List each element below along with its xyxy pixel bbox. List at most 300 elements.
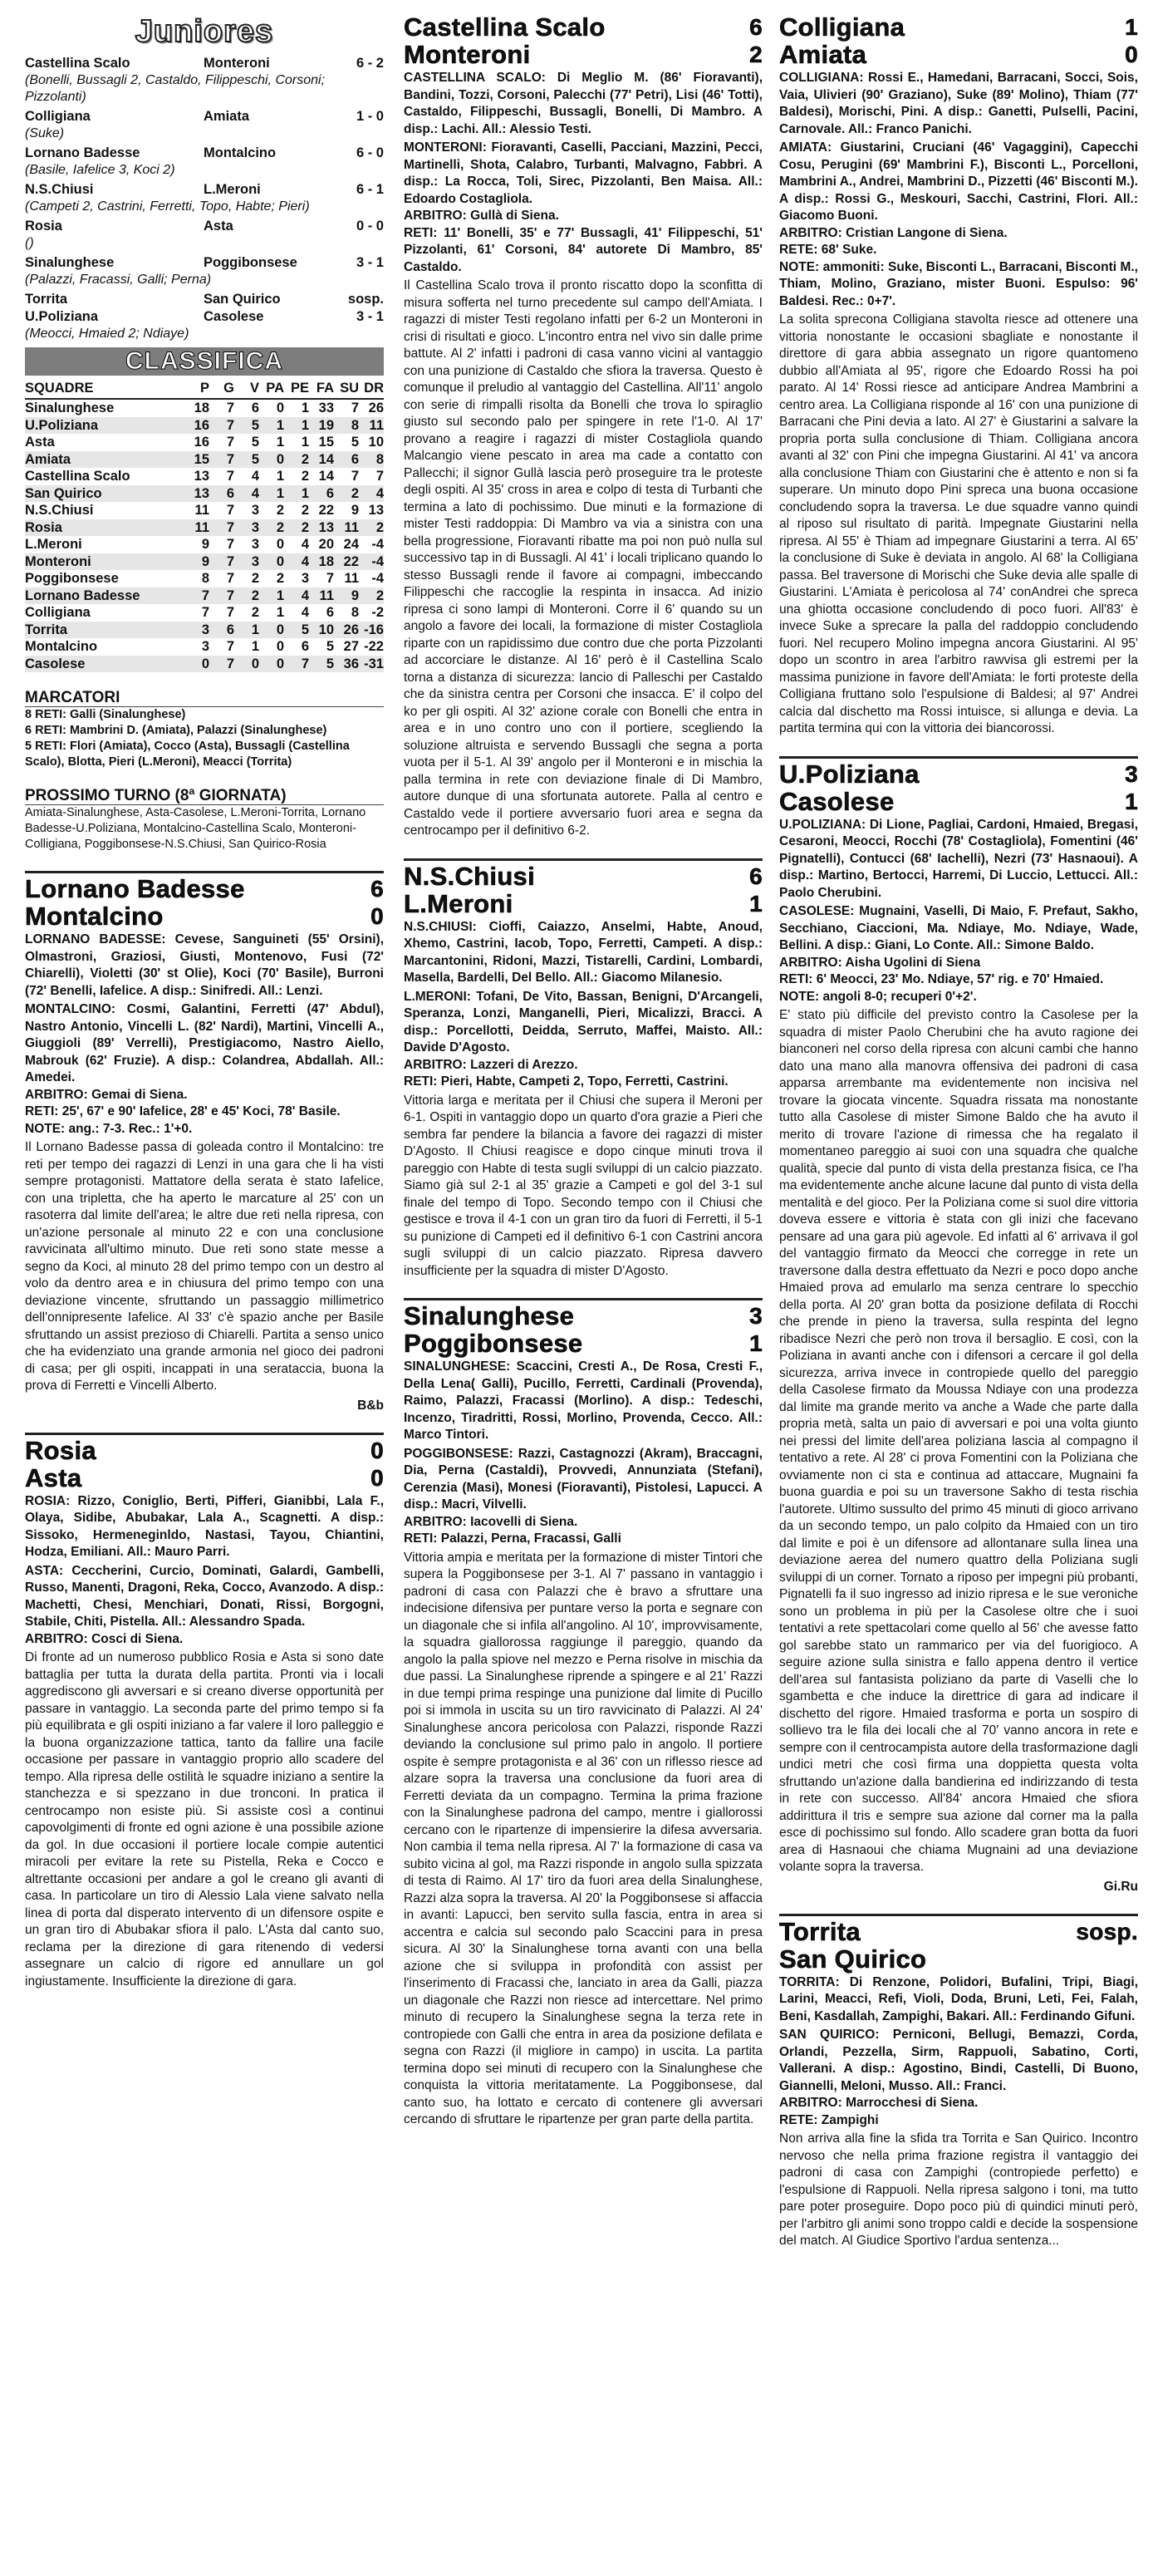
- stat-cell: 5: [284, 622, 309, 639]
- stat-cell: 8: [201, 571, 209, 586]
- stat-cell: 0: [184, 656, 209, 673]
- match-report: [779, 13, 1138, 738]
- stat-cell: 7: [226, 639, 234, 654]
- stat-cell: 4: [234, 485, 259, 503]
- result-item: [25, 145, 384, 179]
- team-name: Amiata: [25, 451, 184, 469]
- scorers-line: 5 RETI: Flori (Amiata), Cocco (Asta), Bussagli (Castellina Scalo), Blotta, Pieri (L.Meroni), Meacci (Torrita): [25, 740, 350, 769]
- home-team: N.S.Chiusi: [404, 861, 536, 891]
- stat-cell: 2: [359, 587, 384, 605]
- stat-cell: 36: [334, 656, 359, 673]
- stat-cell: 0: [259, 553, 284, 571]
- lineup: TORRITA: Di Renzone, Polidori, Bufalini, Tripi, Biagi, Larini, Meacci, Refi, Violi, Doda, Bruni, Leti, Fei, Falah, Beni, Kasdallah, Zampighi, Bakari. All.: Ferdinando Gifuni.: [779, 1974, 1138, 2023]
- stat-cell: 7: [184, 587, 209, 605]
- stat-cell: 9: [201, 537, 209, 552]
- score: 6 - 1: [356, 182, 384, 197]
- lineup: LORNANO BADESSE: Cevese, Sanguineti (55' Orsini), Olmastroni, Graziosi, Giusti, Montenovo, Fusi (72' Chiarelli), Violetti (30' st Olie), Koci (70' Basile), Burroni (72' Benelli, Iafelice. A disp.: Sinifredi. All.: Lenzi.: [25, 932, 384, 998]
- match-report: [404, 13, 763, 840]
- stat-cell: 1: [284, 417, 309, 435]
- stat-cell: 26: [334, 622, 359, 639]
- scorers: (): [25, 236, 34, 250]
- report-text: Vittoria larga e meritata per il Chiusi che supera il Meroni per 6-1. Ospiti in vantaggio dopo un quarto d'ora grazie a Pieri che sembra far pendere la bilancia a favore dei ragazzi di mister D'Agosto. Il Chiusi reagisce e dopo cinque minuti trova il pareggio con Habte di testa sugli sviluppi di un calcio piazzato. Siamo già sul 2-1 al 35' grazie a Campeti e gol del 3-1 sul finale del tempo di Topo. Secondo tempo con il Chiusi che gestisce e trova il 4-1 con un gran tiro da fuori di Ferretti, il 5-1 su punizione di Campeti ed il definitivo 6-1 con Castrini ancora sugli sviluppi di un calcio piazzato. Ripresa davvero insufficiente per la squadra di mister D'Agosto.: [404, 1093, 763, 1278]
- team-name: Monteroni: [25, 553, 184, 571]
- away-score: 2: [749, 42, 763, 67]
- result-item: [25, 254, 384, 288]
- match-report: [779, 756, 1138, 1895]
- scorers-title: MARCATORI: [25, 689, 384, 707]
- score: 3 - 1: [356, 309, 384, 324]
- stat-cell: 13: [309, 519, 334, 537]
- goals: RETI: Palazzi, Perna, Fracassi, Galli: [404, 1531, 621, 1546]
- stat-cell: 11: [344, 571, 359, 586]
- lineup: CASOLESE: Mugnaini, Vaselli, Di Maio, F. Prefaut, Sakho, Secchiano, Ciaccioni, Ma. Ndiaye, Mo. Ndiaye, Wade, Bellini. A disp.: Giani, Lo Conte. All.: Simone Baldo.: [779, 904, 1138, 952]
- lineup: SINALUNGHESE: Scaccini, Cresti A., De Rosa, Cresti F., Della Lena( Galli), Pucillo, Ferretti, Cardinali (Provenda), Raimo, Palazzi, Fracassi (Morlino). A disp.: Tedeschi, Incenzo, Tiradritti, Rossi, Morlino, Provenda, Cecco. All.: Marco Tintori.: [404, 1359, 763, 1442]
- stat-cell: 0: [234, 656, 259, 673]
- stat-cell: 3: [184, 622, 209, 639]
- stat-cell: 26: [368, 401, 384, 415]
- away-team: Casolese: [779, 786, 895, 816]
- stat-cell: 0: [276, 537, 284, 552]
- match-report: [404, 858, 763, 1281]
- stat-cell: 18: [194, 401, 209, 415]
- stat-cell: 16: [194, 435, 209, 450]
- team-name: Lornano Badesse: [25, 587, 184, 605]
- score: 0 - 0: [356, 219, 384, 234]
- stat-cell: 14: [309, 451, 334, 469]
- stat-cell: 11: [359, 417, 384, 435]
- away-score: 1: [749, 1330, 763, 1356]
- lineup: AMIATA: Giustarini, Cruciani (46' Vagaggini), Capecchi Cosu, Perugini (69' Mambrini F.), Bisconti L., Porcelloni, Mambrini A., Andrei, Mambrini D., Pizzetti (46' Bisconti M.). A disp.: Rossi G., Meskouri, Sacchi, Castrini, Flori. All.: Giacomo Buoni.: [779, 140, 1138, 223]
- standings-row: [25, 570, 384, 587]
- notes: NOTE: angoli 8-0; recuperi 0'+2'.: [779, 989, 977, 1004]
- stat-cell: 4: [251, 469, 259, 484]
- stat-cell: -22: [364, 639, 384, 654]
- home-team: Colligiana: [779, 12, 905, 42]
- scorers: (Bonelli, Bussagli 2, Castaldo, Filippeschi, Corsoni; Pizzolanti): [25, 73, 326, 104]
- lineup: L.MERONI: Tofani, De Vito, Bassan, Benigni, D'Arcangeli, Speranza, Lonzi, Manganelli, Pieri, Micalizzi, Bracci. A disp.: Porcellotti, Deidda, Serruto, Maffei, Maisto. All.: Davide D'Agosto.: [404, 989, 763, 1054]
- scorers: (Meocci, Hmaied 2; Ndiaye): [25, 327, 189, 341]
- stat-cell: 6: [326, 605, 334, 620]
- home-team: N.S.Chiusi: [25, 182, 94, 197]
- match-report: [404, 1298, 763, 2129]
- goals: RETI: 25', 67' e 90' Iafelice, 28' e 45' Koci, 78' Basile.: [25, 1104, 341, 1118]
- col-header: PE: [284, 379, 309, 399]
- stat-cell: 8: [351, 605, 359, 620]
- home-score: 3: [1125, 760, 1138, 787]
- stat-cell: 0: [276, 639, 284, 654]
- home-team: Sinalunghese: [25, 255, 115, 270]
- stat-cell: 4: [301, 605, 309, 620]
- away-score: 0: [370, 903, 384, 929]
- stat-cell: 7: [209, 656, 234, 673]
- stat-cell: 7: [226, 469, 234, 484]
- stat-cell: 5: [309, 656, 334, 673]
- col-header: FA: [309, 379, 334, 399]
- team-name: Rosia: [25, 519, 184, 537]
- stat-cell: 6: [209, 622, 234, 639]
- scorers: (Campeti 2, Castrini, Ferretti, Topo, Habte; Pieri): [25, 199, 310, 214]
- standings-row: [25, 417, 384, 435]
- away-team: Montalcino: [204, 145, 277, 160]
- result-item: [25, 291, 384, 308]
- score: 6 - 2: [356, 56, 384, 71]
- goals: RETI: 11' Bonelli, 35' e 77' Bussagli, 41' Filippeschi, 51' Pizzolanti, 61' Corsoni, 84' autorete Di Mambro, 85' Castaldo.: [404, 225, 763, 274]
- referee: ARBITRO: Lazzeri di Arezzo.: [404, 1057, 578, 1072]
- referee: ARBITRO: Gemai di Siena.: [25, 1087, 188, 1102]
- referee: ARBITRO: Marrocchesi di Siena.: [779, 2096, 979, 2110]
- home-team: Torrita: [779, 1916, 861, 1946]
- home-team: Rosia: [25, 219, 62, 234]
- team-name: Colligiana: [25, 605, 91, 620]
- section-title-juniores: Juniores: [101, 13, 307, 50]
- stat-cell: 3: [234, 519, 259, 537]
- result-item: [25, 308, 384, 342]
- standings-row: [25, 502, 384, 519]
- stat-cell: 6: [334, 451, 359, 469]
- stat-cell: 7: [226, 435, 234, 450]
- stat-cell: 7: [209, 417, 234, 435]
- stat-cell: 5: [351, 435, 359, 450]
- section-title-classifica: CLASSIFICA: [25, 347, 384, 376]
- stat-cell: 7: [326, 571, 334, 586]
- home-score: 6: [749, 14, 763, 40]
- stat-cell: 2: [284, 451, 309, 469]
- scorers-line: 6 RETI: Mambrini D. (Amiata), Palazzi (Sinalunghese): [25, 724, 327, 737]
- team-name: Castellina Scalo: [25, 469, 130, 484]
- next-round-text: Amiata-Sinalunghese, Asta-Casolese, L.Meroni-Torrita, Lornano Badesse-U.Poliziana, Montalcino-Castellina Scalo, Monteroni-Colligiana, Poggibonsese-N.S.Chiusi, San Quirico-Rosia: [25, 806, 366, 851]
- notes: NOTE: ang.: 7-3. Rec.: 1'+0.: [25, 1121, 193, 1136]
- stat-cell: 7: [226, 571, 234, 586]
- stat-cell: 1: [284, 485, 309, 503]
- score: 6 - 0: [356, 145, 384, 160]
- away-team: Asta: [204, 219, 233, 234]
- stat-cell: 19: [309, 417, 334, 435]
- stat-cell: 3: [234, 553, 259, 571]
- stat-cell: 6: [251, 401, 259, 415]
- stat-cell: 22: [334, 553, 359, 571]
- stat-cell: 16: [184, 417, 209, 435]
- stat-cell: 1: [301, 401, 309, 415]
- stat-cell: 7: [226, 503, 234, 518]
- stat-cell: 2: [334, 485, 359, 503]
- away-score: 1: [1125, 788, 1138, 814]
- home-team: Castellina Scalo: [404, 12, 606, 42]
- home-team: U.Poliziana: [25, 309, 99, 324]
- stat-cell: 11: [194, 503, 209, 518]
- standings-row: [25, 451, 384, 469]
- match-report: [779, 1914, 1138, 2250]
- stat-cell: 5: [234, 451, 259, 469]
- stat-cell: 1: [301, 435, 309, 450]
- next-round-title: PROSSIMO TURNO (8ª GIORNATA): [25, 787, 384, 805]
- stat-cell: 14: [318, 469, 334, 484]
- stat-cell: 2: [234, 587, 259, 605]
- stat-cell: -2: [371, 605, 384, 620]
- stat-cell: 7: [209, 451, 234, 469]
- standings-row: [25, 536, 384, 553]
- stat-cell: 1: [276, 605, 284, 620]
- stat-cell: 11: [309, 587, 334, 605]
- stat-cell: 7: [201, 605, 209, 620]
- stat-cell: 13: [194, 469, 209, 484]
- away-team: L.Meroni: [204, 182, 261, 197]
- scorers: (Palazzi, Fracassi, Galli; Perna): [25, 273, 212, 287]
- home-team: U.Poliziana: [779, 759, 920, 789]
- column-2: [404, 13, 763, 2129]
- stat-cell: 2: [301, 503, 309, 518]
- stat-cell: 9: [334, 587, 359, 605]
- away-score: 1: [749, 890, 763, 917]
- team-name: Casolese: [25, 656, 184, 673]
- stat-cell: 13: [184, 485, 209, 503]
- stat-cell: -4: [371, 571, 384, 586]
- standings-row: [25, 468, 384, 485]
- lineup: COLLIGIANA: Rossi E., Hamedani, Barracani, Socci, Sois, Vaia, Ulivieri (90' Graziano), Suke (89' Molino), Thiam (77' Baldesi), Morischi, Pini. A disp.: Ganetti, Pulselli, Pacini, Carnovale. All.: Franco Panichi.: [779, 71, 1138, 136]
- result-item: [25, 108, 384, 142]
- stat-cell: 7: [209, 587, 234, 605]
- scorers-line: 8 RETI: Galli (Sinalunghese): [25, 708, 186, 721]
- referee: ARBITRO: Iacovelli di Siena.: [404, 1514, 578, 1529]
- standings-row: [25, 622, 384, 639]
- stat-cell: 13: [368, 503, 384, 518]
- stat-cell: 6: [309, 485, 334, 503]
- stat-cell: 2: [284, 519, 309, 537]
- report-text: Il Lornano Badesse passa di goleada contro il Montalcino: tre reti per tempo dei ragazzi di Lenzi in una gara che li ha visti sempre protagonisti. Mattatore della serata è stato Iafelice, con una tripletta, che ha aperto le marcature al 25' con un rasoterra dal limite dell'area; le altre due reti nella ripresa, con un'azione personale al minuto 22 e con una conclusione ravvicinata all'ultimo minuto. Due reti sono state messe a segno da Koci, al minuto 28 del primo tempo con un destro al volo da dentro area e in chiusura del primo tempo con una deviazione vincente, sfruttando un passaggio millimetrico dell'onnipresente Iafelice. Al 33' c'è spazio anche per Basile sfruttando un assist prezioso di Chiarelli. Partita a senso unico che ha evidenziato una grande armonia nel gioco dei padroni di casa; per gli ospiti, incappati in una serataccia, buona la prova di Ferretti e Vincelli Alberto.: [25, 1140, 384, 1393]
- standings-row: [25, 587, 384, 605]
- stat-cell: 2: [251, 605, 259, 620]
- team-name: N.S.Chiusi: [25, 503, 94, 518]
- home-team: Lornano Badesse: [25, 145, 140, 160]
- away-team: San Quirico: [204, 292, 281, 307]
- stat-cell: 8: [334, 417, 359, 435]
- stat-cell: 7: [226, 605, 234, 620]
- stat-cell: 5: [326, 639, 334, 654]
- home-team: Sinalunghese: [404, 1301, 575, 1330]
- stat-cell: 4: [359, 485, 384, 503]
- lineup: MONTERONI: Fioravanti, Caselli, Pacciani, Mazzini, Pecci, Martinelli, Shota, Calabro, Turbanti, Malvagno, Fabbri. A disp.: La Rocca, Toli, Sirec, Pizzolanti, Ben Maisa. All.: Edoardo Costagliola.: [404, 140, 763, 206]
- result-item: [25, 55, 384, 106]
- stat-cell: 15: [318, 435, 334, 450]
- away-team: Amiata: [204, 109, 250, 124]
- lineup: ASTA: Ceccherini, Curcio, Dominati, Galardi, Gambelli, Russo, Manenti, Dragoni, Reka, Cocco, Avanzodo. A disp.: Machetti, Chesi, Menchiari, Donati, Rissi, Borgogni, Stabile, Chiti, Pistella. All.: Alessandro Spada.: [25, 1563, 384, 1629]
- stat-cell: 18: [309, 553, 334, 571]
- stat-cell: 6: [301, 639, 309, 654]
- home-team: Castellina Scalo: [25, 56, 130, 71]
- lineup: MONTALCINO: Cosmi, Galantini, Ferretti (47' Abdul), Nastro Antonio, Vincelli L. (82' Nardi), Martini, Vincelli A., Giuggioli (89' Verrelli), Prestigiacomo, Nastro Aiello, Mabrouk (62' Fruzie). A disp.: Colandrea, Abdallah. All.: Amedei.: [25, 1002, 384, 1084]
- col-header: SU: [334, 379, 359, 399]
- team-name: Montalcino: [25, 639, 98, 654]
- stat-cell: 1: [259, 485, 284, 503]
- stat-cell: 4: [301, 537, 309, 552]
- referee: ARBITRO: Aisha Ugolini di Siena: [779, 955, 981, 970]
- standings-row: [25, 656, 384, 673]
- col-header: SQUADRE: [25, 379, 184, 399]
- stat-cell: 2: [276, 571, 284, 586]
- stat-cell: 11: [334, 519, 359, 537]
- stat-cell: 24: [343, 537, 359, 552]
- stat-cell: 7: [209, 519, 234, 537]
- stat-cell: 2: [259, 519, 284, 537]
- stat-cell: 7: [375, 469, 384, 484]
- stat-cell: 0: [259, 622, 284, 639]
- report-text: E' stato più difficile del previsto contro la Casolese per la squadra di mister Paolo Cherubini che ha avuto ragione dei bianconeri nel corso della ripresa con alcuni cambi che hanno dato una mano alla manovra offensiva dei padroni di casa apparsa arrembante ma evidentemente non incisiva nel trovare la giocata vincente. Squadra rissata ma nonostante tutto alla Casolese di mister Simone Baldo che ha avuto il merito di trovare l'azione di rimessa che ha regalato il momentaneo pareggio ai suoi con una squadra che qualche qualità, specie dal punto di vista della prestanza fisica, ce l'ha ma evidentemente anche alcune lacune dal punto di vista della mentalità e del gioco. Per la Poliziana come si suol dire vittoria doveva essere e vittoria è stata con gli inizi che facevano pensare ad una gara più agevole. Ed infatti al 6' arrivava il gol del vantaggio firmato da Meocci che corregge in rete un traversone dalla destra effettuato da Nezri e poco dopo anche Hmaied prova ad emularlo ma senza centrare lo specchio della porta. Al 20' gran botta da posizione defilata di Rocchi che prende in pieno la traversa, sulla respinta del legno ribadisce Nezri che però non trova il bersaglio. E così, con la Poliziana in avanti anche con i difensori a cercare il gol della sicurezza, arriva invece in contropiede quello del pareggio della Casolese firmato da Moussa Ndiaye con una prodezza dal limite ma grande merito va anche a Wade che parte dalla propria metà, salta un paio di avversari e poi una volta giunto nei pressi del limite dell'area poliziana lascia al compagno il tentativo a rete. Al 28' ci prova Fomentini con la Poliziana che ovviamente non ci sta e continua ad attaccare, Mugnaini fa buona guardia e poi su un traversone Sakho di testa rischia l'autorete. Ultimo sussulto del primo 45 minuti di gioco arrivano da un secondo tempo, un palo colpito da Hmaied con un tiro dal limite e poi è un difensore ad allontanare sulla linea una deviazione aerea del numero quattro della Poliziana sugli sviluppi di un corner. Tornato a riposo per impegni più probanti, Pignatelli fa il suo ingresso ad inizio ripresa e le sue veroniche sono un problema in più per la Casolese oltre che i suoi tentativi a rete spettacolari come quello al 56' che avesse fatto gol sarebbe stato un rammarico per via del fuorigioco. A seguire azione sulla sinistra e fallo appena dentro il vertice dell'area sul fantasista poliziano da parte di Vaselli che lo sgambetta e che induce la direttrice di gara ad indicare il dischetto del rigore. Hmaied trasforma e porta un sospiro di sollievo tra le fila dei locali che al 70' vanno ancora in rete e sempre con il centrocampista autore della trasformazione dagli undici metri che così firma una doppietta questa volta sfruttando un'azione dalla bandierina ed indirizzando di testa in rete con successo. All'84' ancora Hmaied che sfiora addirittura il tris e sempre sua azione dal corner ma la palla esce di pochissimo sul fondo. Allo scadere gran botta da fuori area di Hasnaoui che chiama Mugnaini ad una deviazione volante sopra la traversa.: [779, 1008, 1138, 1874]
- stat-cell: 3: [251, 503, 259, 518]
- standings-row: [25, 553, 384, 571]
- stat-cell: -4: [359, 553, 384, 571]
- away-score: 0: [1125, 42, 1138, 67]
- report-text: La solita sprecona Colligiana stavolta riesce ad ottenere una vittoria nonostante le occasioni sbagliate e nonostante il direttore di gara abbia assegnato un rigore quantomeno dubbio all'Amiata al 95', rigore che Edoardo Rossi ha poi parato. Al 14' Rossi riesce ad anticipare Andrea Mambrini a centro area. La Colligiana risponde al 16' con una punizione di Barracani che Pini devia a lato. Al 27' è Giustarini a salvare la propria porta sulla conclusione di Thiam. Colligiana ancora avanti al 32' con Pini che impegna Giustarini. Al 41' va ancora alla conclusione Thiam con Giustarini che è attento e non si fa superare. Un minuto dopo Pini spreca una buona occasione concludendo sopra la traversa. Le due squadre vanno quindi al riposo sul risultato di parità. Impegnate Giustarini nella ripresa. Al 55' è Thiam ad impegnare Giustarini a terra. Al 65' la conclusione di Suke è deviata in angolo. Al 68' la Colligiana passa. Bel traversone di Morischi che Suke devia alle spalle di Giustarini. L'Amiata è pericolosa al 74' conAndrei che spreca una ghiotta occasione concludendo di poco fuori. All'83' è invece Suke a sprecare la palla del raddoppio concludendo fuori. Nel recupero Molino impegna ancora Giustarini. Al 95' dopo un scontro in area l'arbitro rawvisa gli estremi per la massima punizione in favore dell'Amiata: le forti proteste della Colligiana fruttano solo l'espulsione di Baldesi; al 97' Andrei calcia dal dischetto ma Rossi intuisce, si allunga e devia. La partita termina qui con la vittoria dei biancorossi.: [779, 312, 1138, 735]
- notes: NOTE: ammoniti: Suke, Bisconti L., Barracani, Bisconti M., Thiam, Molino, Graziano, mister Buoni. Espulso: 96' Baldesi. Rec.: 0+7'.: [779, 259, 1138, 308]
- home-score: 6: [749, 863, 763, 889]
- stat-cell: 10: [368, 435, 384, 450]
- results-list: [25, 55, 384, 342]
- away-score: 0: [370, 1464, 384, 1491]
- home-score: 6: [370, 876, 384, 902]
- score: 3 - 1: [356, 255, 384, 270]
- away-team: Monteroni: [404, 40, 531, 69]
- standings-row: [25, 434, 384, 451]
- lineup: SAN QUIRICO: Perniconi, Bellugi, Bemazzi, Corda, Orlandi, Pezzella, Sirm, Rappuoli, Sabatino, Corti, Vallerani. A disp.: Agostino, Bindi, Castelli, Di Buono, Giannelli, Meloni, Musso. All.: Franci.: [779, 2028, 1138, 2093]
- col-header: V: [234, 379, 259, 399]
- home-score: 3: [749, 1303, 763, 1329]
- stat-cell: 7: [284, 656, 309, 673]
- team-name: Poggibonsese: [25, 571, 119, 586]
- stat-cell: 27: [343, 639, 359, 654]
- stat-cell: 9: [184, 553, 209, 571]
- stat-cell: 1: [276, 469, 284, 484]
- home-team: Colligiana: [25, 109, 91, 124]
- scorers: (Suke): [25, 126, 65, 140]
- standings-row: [25, 604, 384, 622]
- away-team: Amiata: [779, 40, 867, 69]
- home-team: Torrita: [25, 292, 68, 307]
- stat-cell: 4: [284, 553, 309, 571]
- report-text: Non arriva alla fine la sfida tra Torrita e San Quirico. Incontro nervoso che nella prima frazione registra il vantaggio dei padroni di casa con Zampighi (contropiede perfetto) e l'espulsione di Rappuoli. Nella ripresa salgono i toni, ma tutto pare poter proseguire. Dopo poco più di quindici minuti però, per l'arbitro gli animi sono troppo caldi e decide la sospensione del match. Al Giudice Sportivo l'ardua sentenza...: [779, 2131, 1138, 2248]
- score: sosp.: [347, 292, 384, 307]
- stat-cell: 33: [318, 401, 334, 415]
- report-text: Vittoria ampia e meritata per la formazione di mister Tintori che supera la Poggibonsese per 3-1. Al 7' passano in vantaggio i padroni di casa con Palazzi che è bravo a sfruttare una indecisione difensiva per puntare verso la porta e segnare con un diagonale che si infila all'angolino. Al 10', improvvisamente, la squadra giallorossa raggiunge il pareggio, quando da angolo la palla spiove nel mezzo e Perna risolve in mischia da due passi. La Sinalunghese riprende a spingere e al 21' Razzi in due tempi prima respinge una punizione dal limite di Pucillo poi si immola in uscita su un tiro ravvicinato di Palazzi. Al 24' Sinalunghese ancora pericolosa con Palazzi, risponde Razzi deviando la conclusione sul primo palo in angolo. Il portiere ospite è sempre protagonista e al 36' con un riflesso riesce ad alzare sopra la traversa una conclusione da fuori area di Ferretti deviata da un compagno. Termina la prima frazione con la Sinalunghese padrona del campo, mentre i giallorossi cercano con le ripartenze di impensierire la difesa avversaria. Non cambia il tema nella ripresa. Al 7' la formazione di casa va subito vicina al gol, ma Razzi risponde in angolo sulla spizzata di testa di Raimo. Al 17' tiro da fuori area della Sinalunghese, Razzi alza sopra la traversa. Al 20' la Poggibonsese si affaccia in avanti: Lapucci, ben servito sulla fascia, entra in area si accentra e calcia sul secondo palo Scaccini para in presa sicura. Al 30' la Sinalunghese torna avanti con una bella azione che si sviluppa in profondità con assist per l'inserimento di Fracassi che, lanciato in area da Galli, piazza un diagonale che Razzi non riesce ad intercettare. Nel primo minuto di recupero la Sinalunghese segna la terza rete in contropiede con Galli che entra in area da posizione defilata e segna con Razzi (il migliore in campo) in uscita. La partita termina dopo sei minuti di recupero con la Sinalunghese che conquista la vittoria meritatamente. La Poggibonsese, dal canto suo, ha lottato e cercato di contenere gli avversari cercando di sfruttare le ripartenze per gran parte della partita.: [404, 1550, 763, 2126]
- stat-cell: 6: [209, 485, 234, 503]
- author-signature: B&b: [357, 1398, 384, 1413]
- scorers: (Basile, Iafelice 3, Koci 2): [25, 163, 175, 177]
- stat-cell: 11: [184, 519, 209, 537]
- stat-cell: 15: [184, 451, 209, 469]
- stat-cell: 1: [251, 639, 259, 654]
- standings-table: [25, 379, 384, 672]
- stat-cell: 0: [259, 656, 284, 673]
- home-score: 1: [1125, 14, 1138, 40]
- stat-cell: 3: [201, 639, 209, 654]
- goals: RETI: 6' Meocci, 23' Mo. Ndiaye, 57' rig. e 70' Hmaied.: [779, 972, 1104, 986]
- team-name: U.Poliziana: [25, 417, 184, 435]
- match-report: [25, 1433, 384, 1991]
- goals: RETI: Pieri, Habte, Campeti 2, Topo, Ferretti, Castrini.: [404, 1074, 729, 1089]
- stat-cell: 2: [251, 571, 259, 586]
- stat-cell: 1: [259, 417, 284, 435]
- goals: RETE: 68' Suke.: [779, 243, 877, 257]
- standings-row: [25, 519, 384, 537]
- stat-cell: 3: [301, 571, 309, 586]
- standings-row: [25, 638, 384, 656]
- stat-cell: 1: [259, 587, 284, 605]
- col-header: DR: [359, 379, 384, 399]
- stat-cell: 4: [284, 587, 309, 605]
- column-1: [25, 13, 384, 1990]
- report-text: Il Castellina Scalo trova il pronto riscatto dopo la sconfitta di misura sofferta nel turno precedente sul campo dell'Amiata. I ragazzi di mister Testi regolano infatti per 6-2 un Monteroni in crisi di risultati e gioco. L'incontro entra nel vivo sin dalle prime battute. Al 2' infatti i padroni di casa vanno vicini al vantaggio con una punizione di Castaldo che sfiora la traversa. Questo è comunque il preludio al vantaggio del Castellina. All'11' angolo con serie di rimpalli risolta da Bonelli che trova lo spiraglio giusto sul secondo palo per spingere in rete l'1-0. Al 17' provano a reagire i ragazzi di mister Costagliola quando Malcangio viene pescato in area ma cade a contatto con Pallecchi; il signor Gullà lascia però proseguire tra le proteste degli ospiti. Al 35' cross in area e colpo di testa di Turbanti che termina a lato di pochissimo. Due minuti e la formazione di mister Testi raddoppia: Di Mambro va via a sinistra con una bella progressione, Fioravanti ribatte ma poi non può nulla sul successivo tap in di Bussagli. Al 41' i locali triplicano quando lo stesso Bussagli rende il favore ai compagni, imbeccando Filippeschi che raccoglie la respinta in insacca. Ad inizio ripresa ci sono lampi di Monteroni. Corre il 6' quando su un angolo a favore dei locali, la formazione di mister Costagliola riparte con un rapidissimo due contro due che porta Pizzolanti ad accorciare le distanze. Al 16' però è il Castellina Scalo torna a distanza di sicurezza: lancio di Palleschi per Castaldo che da sinistra centra per Corsoni che insacca. E' il colpo del ko per gli ospiti. Al 32' azione corale con Bonelli che entra in area e in uno contro uno con il portiere, scegliendo la soluzione altruista e servendo Bussagli che segna a porta vuota per il 5-1. Al 39' angolo per il Monteroni e in mischia la palla termina in rete con deviazione finale di Di Mambro, autore dunque di una sfortunata autorete. Palla al centro e Castaldo vede il portiere avversario fuori area e segna da centrocampo per il definitivo 6-2.: [404, 278, 763, 838]
- lineup: ROSIA: Rizzo, Coniglio, Berti, Pifferi, Gianibbi, Lala F., Olaya, Sidibe, Abubakar, Lala A., Scagnetti. A disp.: Sissoko, Hermeneginldo, Nastasi, Tayou, Chiantini, Hodza, Emiliani. All.: Mauro Parri.: [25, 1493, 384, 1559]
- stat-cell: 22: [318, 503, 334, 518]
- stat-cell: 5: [251, 435, 259, 450]
- away-team: Poggibonsese: [404, 1329, 583, 1358]
- stat-cell: 1: [276, 435, 284, 450]
- away-team: L.Meroni: [404, 888, 513, 918]
- goals: RETE: Zampighi: [779, 2112, 879, 2127]
- result-item: [25, 218, 384, 252]
- stat-cell: 10: [309, 622, 334, 639]
- standings-row: [25, 485, 384, 503]
- score: 1 - 0: [356, 109, 384, 124]
- lineup: POGGIBONSESE: Razzi, Castagnozzi (Akram), Braccagni, Dia, Perna (Castaldi), Provvedi, Annunziata (Stefani), Cerenzia (Masi), Monesi (Fioravanti), Pistolesi, Lapucci. A disp.: Macri, Vilvelli.: [404, 1446, 763, 1512]
- stat-cell: 7: [226, 401, 234, 415]
- team-name: Sinalunghese: [25, 401, 115, 415]
- stat-cell: 7: [351, 401, 359, 415]
- stat-cell: -31: [359, 656, 384, 673]
- col-header: P: [184, 379, 209, 399]
- stat-cell: 20: [318, 537, 334, 552]
- standings-row: [25, 399, 384, 417]
- stat-cell: 2: [359, 519, 384, 537]
- away-team: Asta: [25, 1463, 82, 1492]
- standings-header-row: [25, 379, 384, 399]
- stat-cell: -4: [371, 537, 384, 552]
- home-team: Lornano Badesse: [25, 874, 245, 903]
- stat-cell: 1: [234, 622, 259, 639]
- home-score: 0: [370, 1437, 384, 1463]
- away-team: Poggibonsese: [204, 255, 297, 270]
- stat-cell: 7: [226, 537, 234, 552]
- home-team: Rosia: [25, 1435, 96, 1465]
- column-3: [779, 13, 1138, 2250]
- referee: ARBITRO: Cosci di Siena.: [25, 1631, 184, 1646]
- away-team: San Quirico: [779, 1944, 927, 1974]
- lineup: CASTELLINA SCALO: Di Meglio M. (86' Fioravanti), Bandini, Tozzi, Corsoni, Palecchi (77' Petri), Lisi (46' Totti), Castaldo, Filippeschi, Bussagli, Bonelli, Di Mambro. A disp.: Lachi. All.: Alessio Testi.: [404, 71, 763, 136]
- referee: ARBITRO: Cristian Langone di Siena.: [779, 225, 1008, 240]
- away-team: Casolese: [204, 309, 264, 324]
- stat-cell: 0: [259, 451, 284, 469]
- stat-cell: 7: [209, 553, 234, 571]
- stat-cell: -16: [359, 622, 384, 639]
- match-report: [25, 871, 384, 1414]
- stat-cell: 7: [351, 469, 359, 484]
- stat-cell: 9: [351, 503, 359, 518]
- report-text: Di fronte ad un numeroso pubblico Rosia e Asta si sono date battaglia per tutta la durata della partita. Pronti via i locali aggrediscono gli avversari e si creano diverse opportunità per passare in vantaggio. La seconda parte del primo tempo si fa più equilibrata e gli ospiti iniziano a far valere il loro palleggio e la buona organizzazione tattica, tanto da fallire una facile occasione per passare in vantaggio proprio allo scadere del tempo. Alla ripresa delle ostilità le squadre iniziano a sentire la stanchezza e si spezzano in due tronconi. In pratica il centrocampo non esiste più. Si assiste così a continui capovolgimenti di fronte ed ogni azione è una possibile azione da gol. In due occasioni il portiere locale compie autentici miracoli per evitare la rete su Pistella, Reka e Cocco e altrettante occasioni per andare a gol le creano gli avanti di casa. In particolare un tiro di Alessio Lala viene salvato nella linea di porta dal disperato intervento di un difensore ospite e un gran tiro di Abubakar sfiora il palo. L'Asta dal canto suo, reclama per la direzione di gara ritenendo di vedersi assegnare un calcio di rigore ed annullare un gol ingiustamente. Insufficiente la direzione di gara.: [25, 1650, 384, 1989]
- lineup: U.POLIZIANA: Di Lione, Pagliai, Cardoni, Hmaied, Bregasi, Cesaroni, Meocci, Rocchi (78' Costagliola), Fomentini (46' Pignatelli), Contucci (68' Iachelli), Nezri (73' Hasnaoui). A disp.: Martino, Bertocci, Harremi, Di Luccio, Lettucci. All.: Paolo Cherubini.: [779, 817, 1138, 900]
- away-team: Montalcino: [25, 902, 164, 931]
- stat-cell: 8: [359, 451, 384, 469]
- team-name: Asta: [25, 435, 55, 450]
- col-header: G: [209, 379, 234, 399]
- stat-cell: 2: [301, 469, 309, 484]
- result-item: [25, 181, 384, 215]
- stat-cell: 2: [276, 503, 284, 518]
- team-name: Torrita: [25, 622, 184, 639]
- away-team: Monteroni: [204, 56, 270, 71]
- standings-body: [25, 399, 384, 672]
- team-name: San Quirico: [25, 485, 184, 503]
- stat-cell: 5: [234, 417, 259, 435]
- team-name: L.Meroni: [25, 537, 82, 552]
- referee: ARBITRO: Gullà di Siena.: [404, 209, 559, 223]
